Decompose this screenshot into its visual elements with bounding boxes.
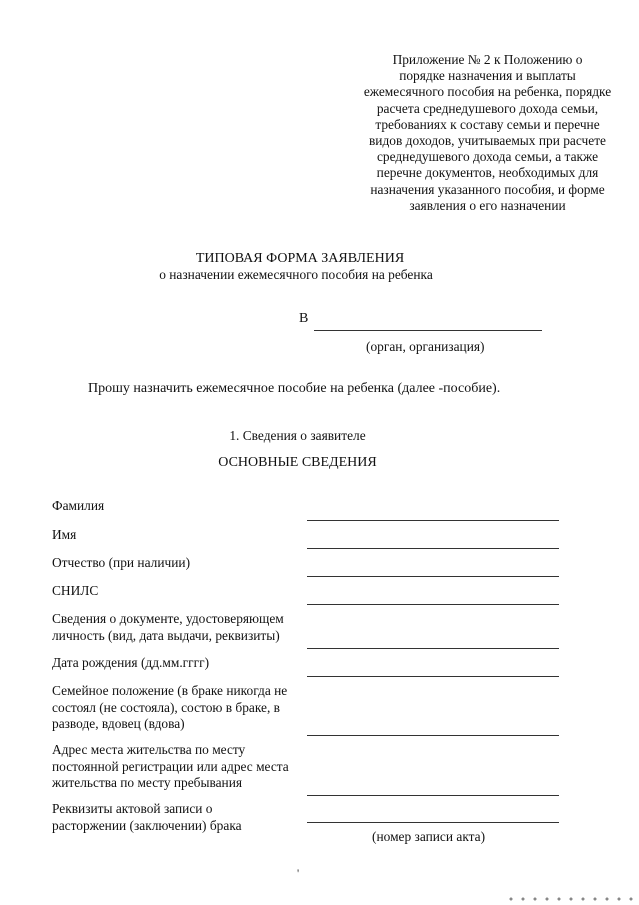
field-label-identity-document bbox=[52, 611, 310, 644]
appendix-note bbox=[350, 52, 625, 214]
field-label-line: личность (вид, дата выдачи, реквизиты) bbox=[52, 627, 280, 643]
addressee-prefix: В bbox=[299, 311, 309, 326]
field-label-line: расторжении (заключении) брака bbox=[52, 817, 242, 833]
marital-status-field-line[interactable] bbox=[307, 735, 559, 736]
act-number-caption: (номер записи акта) bbox=[372, 829, 486, 844]
field-label-line: Адрес места жительства по месту bbox=[52, 742, 246, 757]
appendix-line: видов доходов, учитываемых при расчете bbox=[368, 133, 606, 149]
field-label-line: Семейное положение (в браке никогда не bbox=[52, 683, 288, 698]
field-label-birth-date bbox=[52, 655, 310, 672]
field-label-line: жительства по месту пребывания bbox=[52, 775, 243, 790]
appendix-line: порядке назначения и выплаты bbox=[399, 68, 576, 84]
form-title: ТИПОВАЯ ФОРМА ЗАЯВЛЕНИЯ bbox=[195, 251, 405, 266]
field-label-line: Сведения о документе, удостоверяющем bbox=[52, 611, 284, 626]
field-label-address bbox=[52, 742, 310, 792]
appendix-line: Приложение № 2 к Положению о bbox=[392, 52, 583, 67]
field-label-line: Отчество (при наличии) bbox=[52, 555, 191, 570]
form-subtitle: о назначении ежемесячного пособия на ребенка bbox=[159, 267, 433, 282]
name-field-line[interactable] bbox=[307, 548, 559, 549]
field-label-line: постоянной регистрации или адрес места bbox=[52, 758, 289, 774]
request-text: Прошу назначить ежемесячное пособие на ребенка (далее -пособие). bbox=[88, 381, 501, 396]
field-label-line: Фамилия bbox=[52, 498, 105, 513]
appendix-line: расчета среднедушевого дохода семьи, bbox=[376, 100, 599, 116]
marriage-record-field-line[interactable] bbox=[307, 822, 559, 823]
stray-mark: ' bbox=[297, 866, 300, 880]
patronymic-field-line[interactable] bbox=[307, 576, 559, 577]
section-title: 1. Сведения о заявителе bbox=[229, 428, 366, 443]
addressee-field-line[interactable] bbox=[314, 330, 542, 331]
appendix-line: назначения указанного пособия, и форме bbox=[370, 181, 605, 197]
surname-field-line[interactable] bbox=[307, 520, 559, 521]
field-label-line: СНИЛС bbox=[52, 583, 99, 598]
appendix-line: перечне документов, необходимых для bbox=[376, 165, 599, 181]
field-label-line: состоял (не состояла), состою в браке, в bbox=[52, 699, 281, 715]
identity-document-field-line[interactable] bbox=[307, 648, 559, 649]
address-field-line[interactable] bbox=[307, 795, 559, 796]
scan-artifact bbox=[505, 896, 635, 902]
field-label-snils bbox=[52, 583, 310, 600]
field-label-patronymic bbox=[52, 555, 310, 572]
field-label-line: Имя bbox=[52, 527, 77, 542]
appendix-line: требованиях к составу семьи и перечне bbox=[375, 116, 600, 132]
field-label-line: Реквизиты актовой записи о bbox=[52, 801, 213, 816]
field-label-line: Дата рождения (дд.мм.гггг) bbox=[52, 655, 210, 670]
field-label-name bbox=[52, 527, 310, 544]
snils-field-line[interactable] bbox=[307, 604, 559, 605]
addressee-caption: (орган, организация) bbox=[366, 339, 485, 354]
birth-date-field-line[interactable] bbox=[307, 676, 559, 677]
section-subtitle: ОСНОВНЫЕ СВЕДЕНИЯ bbox=[218, 455, 377, 470]
appendix-line: заявления о его назначении bbox=[409, 197, 566, 213]
appendix-line: ежемесячного пособия на ребенка, порядке bbox=[363, 84, 612, 100]
appendix-line: среднедушевого дохода семьи, а также bbox=[376, 149, 599, 165]
field-label-marital-status bbox=[52, 683, 310, 733]
field-label-surname bbox=[52, 498, 310, 515]
field-label-marriage-record bbox=[52, 801, 310, 834]
field-label-line: разводе, вдовец (вдова) bbox=[52, 716, 185, 731]
